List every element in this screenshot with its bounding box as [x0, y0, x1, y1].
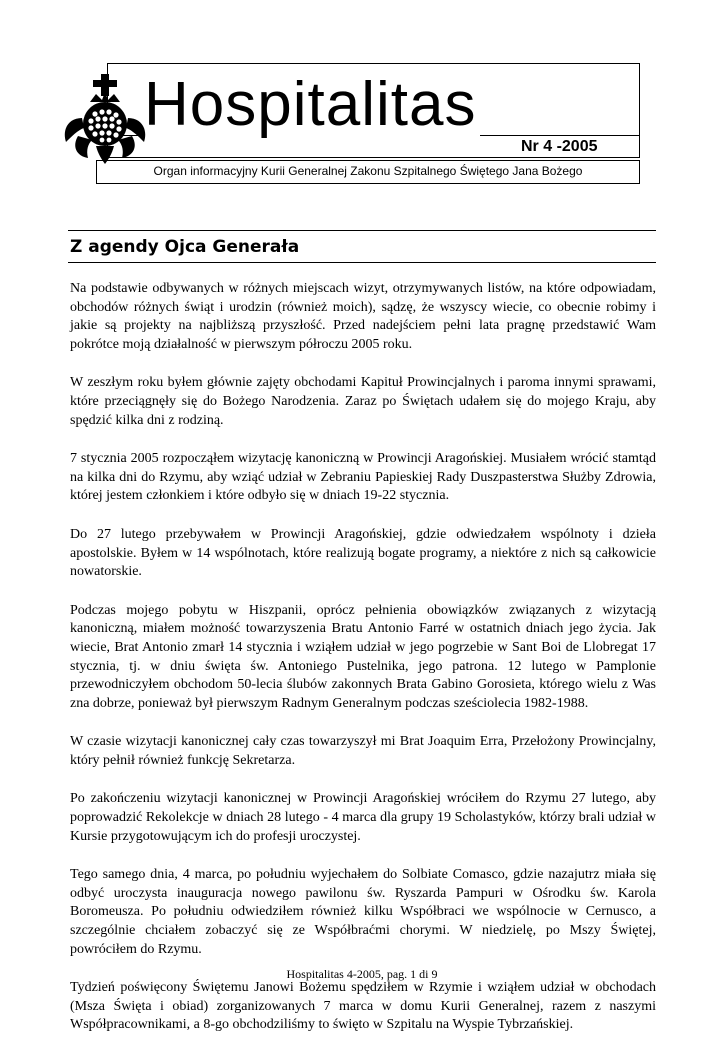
- paragraph: Podczas mojego pobytu w Hiszpanii, oprócz pełnienia obowiązków związanych z wizytacją kanoniczną, miałem możność towarzyszenia Bratu Antonio Farré w ostatnich dniach jego życia. Jak wiecie, Brat Antonio zmarł 14 stycznia i wziąłem udział w jego pogrzebie w Sant Boi de Llobregat 17 stycznia, tj. w dniu święta św. Antoniego Pustelnika, jego patrona. 12 lutego w Pamplonie przewodniczyłem obchodom 50-lecia ślubów zakonnych Brata Gabino Gorosieta, którego wielu z Was zna dobrze, ponieważ był pierwszym Radnym Generalnym podczas sześciolecia 1982-1988.: [70, 602, 656, 711]
- masthead-subtitle: Organ informacyjny Kurii Generalnej Zakonu Szpitalnego Świętego Jana Bożego: [96, 160, 640, 184]
- section-top-rule: [68, 230, 656, 231]
- section-heading: Z agendy Ojca Generała: [70, 237, 300, 257]
- section-bottom-rule: [68, 262, 656, 263]
- paragraph: Na podstawie odbywanych w różnych miejscach wizyt, otrzymywanych listów, na które odpowiadam, obchodów różnych świąt i urodzin (również moich), sądzę, że wszyscy wiecie, co obecnie robimy i jakie są projekty na najbliższą przyszłość. Przed nadejściem pełni lata pragnę przedstawić Wam pokrótce moją działalność w pierwszym półroczu 2005 roku.: [70, 281, 656, 352]
- pomegranate-cross-emblem-icon: [58, 72, 154, 168]
- paragraph: 7 stycznia 2005 rozpocząłem wizytację kanoniczną w Prowincji Aragońskiej. Musiałem wrócić stamtąd na kilka dni do Rzymu, aby wziąć udział w Zebraniu Papieskiej Rady Duszpasterstwa Służby Zdrowia, której jestem członkiem i które odbyło się w dniach 19-22 stycznia.: [70, 451, 656, 504]
- article-body: [70, 280, 656, 1055]
- paragraph: W czasie wizytacji kanonicznej cały czas towarzyszył mi Brat Joaquim Erra, Przełożony Prowincjalny, który pełnił również funkcję Sekretarza.: [70, 734, 656, 768]
- issue-number: Nr 4 -2005: [512, 137, 607, 157]
- paragraph: Po zakończeniu wizytacji kanonicznej w Prowincji Aragońskiej wróciłem do Rzymu 27 lutego, aby poprowadzić Rekolekcje w dniach 28 lutego - 4 marca dla grupy 19 Scholastyków, którzy brali udział w Kursie przygotowującym ich do profesji uroczystej.: [70, 791, 656, 844]
- paragraph: Tydzień poświęcony Świętemu Janowi Bożemu spędziłem w Rzymie i wziąłem udział w obchodach (Msza Święta i obiad) zorganizowanych 7 marca w domu Kurii Generalnej, razem z naszymi Współpracownikami, a 8-go obchodziliśmy to święto w Szpitalu na Wyspie Tybrzańskiej.: [70, 980, 656, 1033]
- paragraph: W zeszłym roku byłem głównie zajęty obchodami Kapituł Prowincjalnych i paroma innymi sprawami, które przeciągnęły się do Bożego Narodzenia. Zaraz po Świętach udałem się do mojego Kraju, aby spędzić kilka dni z rodziną.: [70, 375, 656, 428]
- paragraph: Do 27 lutego przebywałem w Prowincji Aragońskiej, gdzie odwiedzałem wspólnoty i dzieła apostolskie. Byłem w 14 wspólnotach, które realizują bogate programy, a niektóre z nich są całkowicie nowatorskie.: [70, 526, 656, 580]
- masthead-title: Hospitalitas: [140, 70, 480, 140]
- paragraph: Tego samego dnia, 4 marca, po południu wyjechałem do Solbiate Comasco, gdzie nazajutrz miała się odbyć uroczysta inauguracja nowego pawilonu św. Ryszarda Pampuri w Ośrodku św. Karola Boromeusza. Po południu odwiedziłem również kilku Współbraci we wspólnocie w Cernusco, a szczególnie chciałem zobaczyć się ze Współbraćmi chorymi. W niedzielę, po Mszy Świętej, powróciłem do Rzymu.: [70, 867, 656, 957]
- page-footer: Hospitalitas 4-2005, pag. 1 di 9: [286, 967, 438, 981]
